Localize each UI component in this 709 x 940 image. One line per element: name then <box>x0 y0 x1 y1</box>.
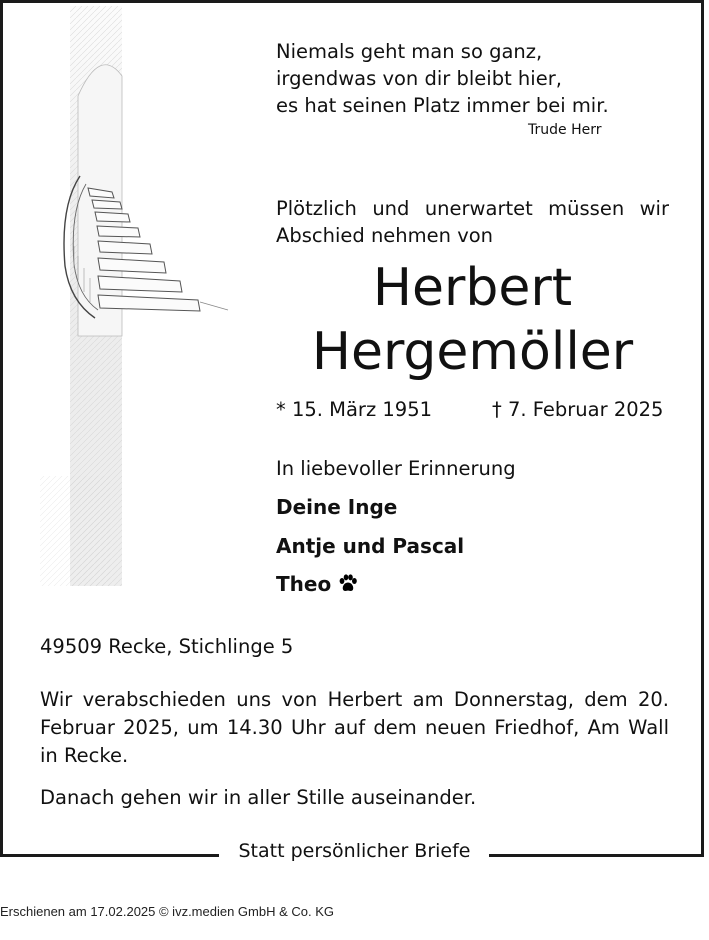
mourner-name: Antje und Pascal <box>276 534 465 558</box>
footer-note: Statt persönlicher Briefe <box>0 838 709 864</box>
poem-author: Trude Herr <box>528 122 602 138</box>
paw-icon <box>338 574 358 593</box>
last-name: Hergemöller <box>311 322 634 382</box>
mourner-name-pet <box>276 572 358 596</box>
deceased-name <box>276 256 669 384</box>
staircase-illustration <box>40 6 235 586</box>
closing-text: Danach gehen wir in aller Stille auseinander. <box>40 786 477 809</box>
birth-date: * 15. März 1951 <box>276 398 433 421</box>
intro-line-1: Plötzlich und unerwartet müssen wir <box>276 197 669 220</box>
poem-line: Niemals geht man so ganz, <box>276 40 543 63</box>
intro-line-2: Abschied nehmen von <box>276 224 494 247</box>
mourner-name: Theo <box>276 572 332 596</box>
first-name: Herbert <box>372 258 573 318</box>
mourner-name: Deine Inge <box>276 495 398 519</box>
ceremony-text: Wir verabschieden uns von Herbert am Donnerstag, dem 20. Februar 2025, um 14.30 Uhr auf dem neuen Friedhof, Am Wall in Recke. <box>40 688 669 767</box>
intro-text <box>276 195 669 249</box>
poem-line: irgendwas von dir bleibt hier, <box>276 67 562 90</box>
poem-line: es hat seinen Platz immer bei mir. <box>276 94 609 117</box>
family-address: 49509 Recke, Stichlinge 5 <box>40 635 294 658</box>
poem <box>276 38 609 119</box>
publication-credit: Erschienen am 17.02.2025 © ivz.medien GmbH & Co. KG <box>0 904 335 919</box>
mourners-intro: In liebevoller Erinnerung <box>276 457 516 480</box>
death-date: † 7. Februar 2025 <box>492 398 664 421</box>
